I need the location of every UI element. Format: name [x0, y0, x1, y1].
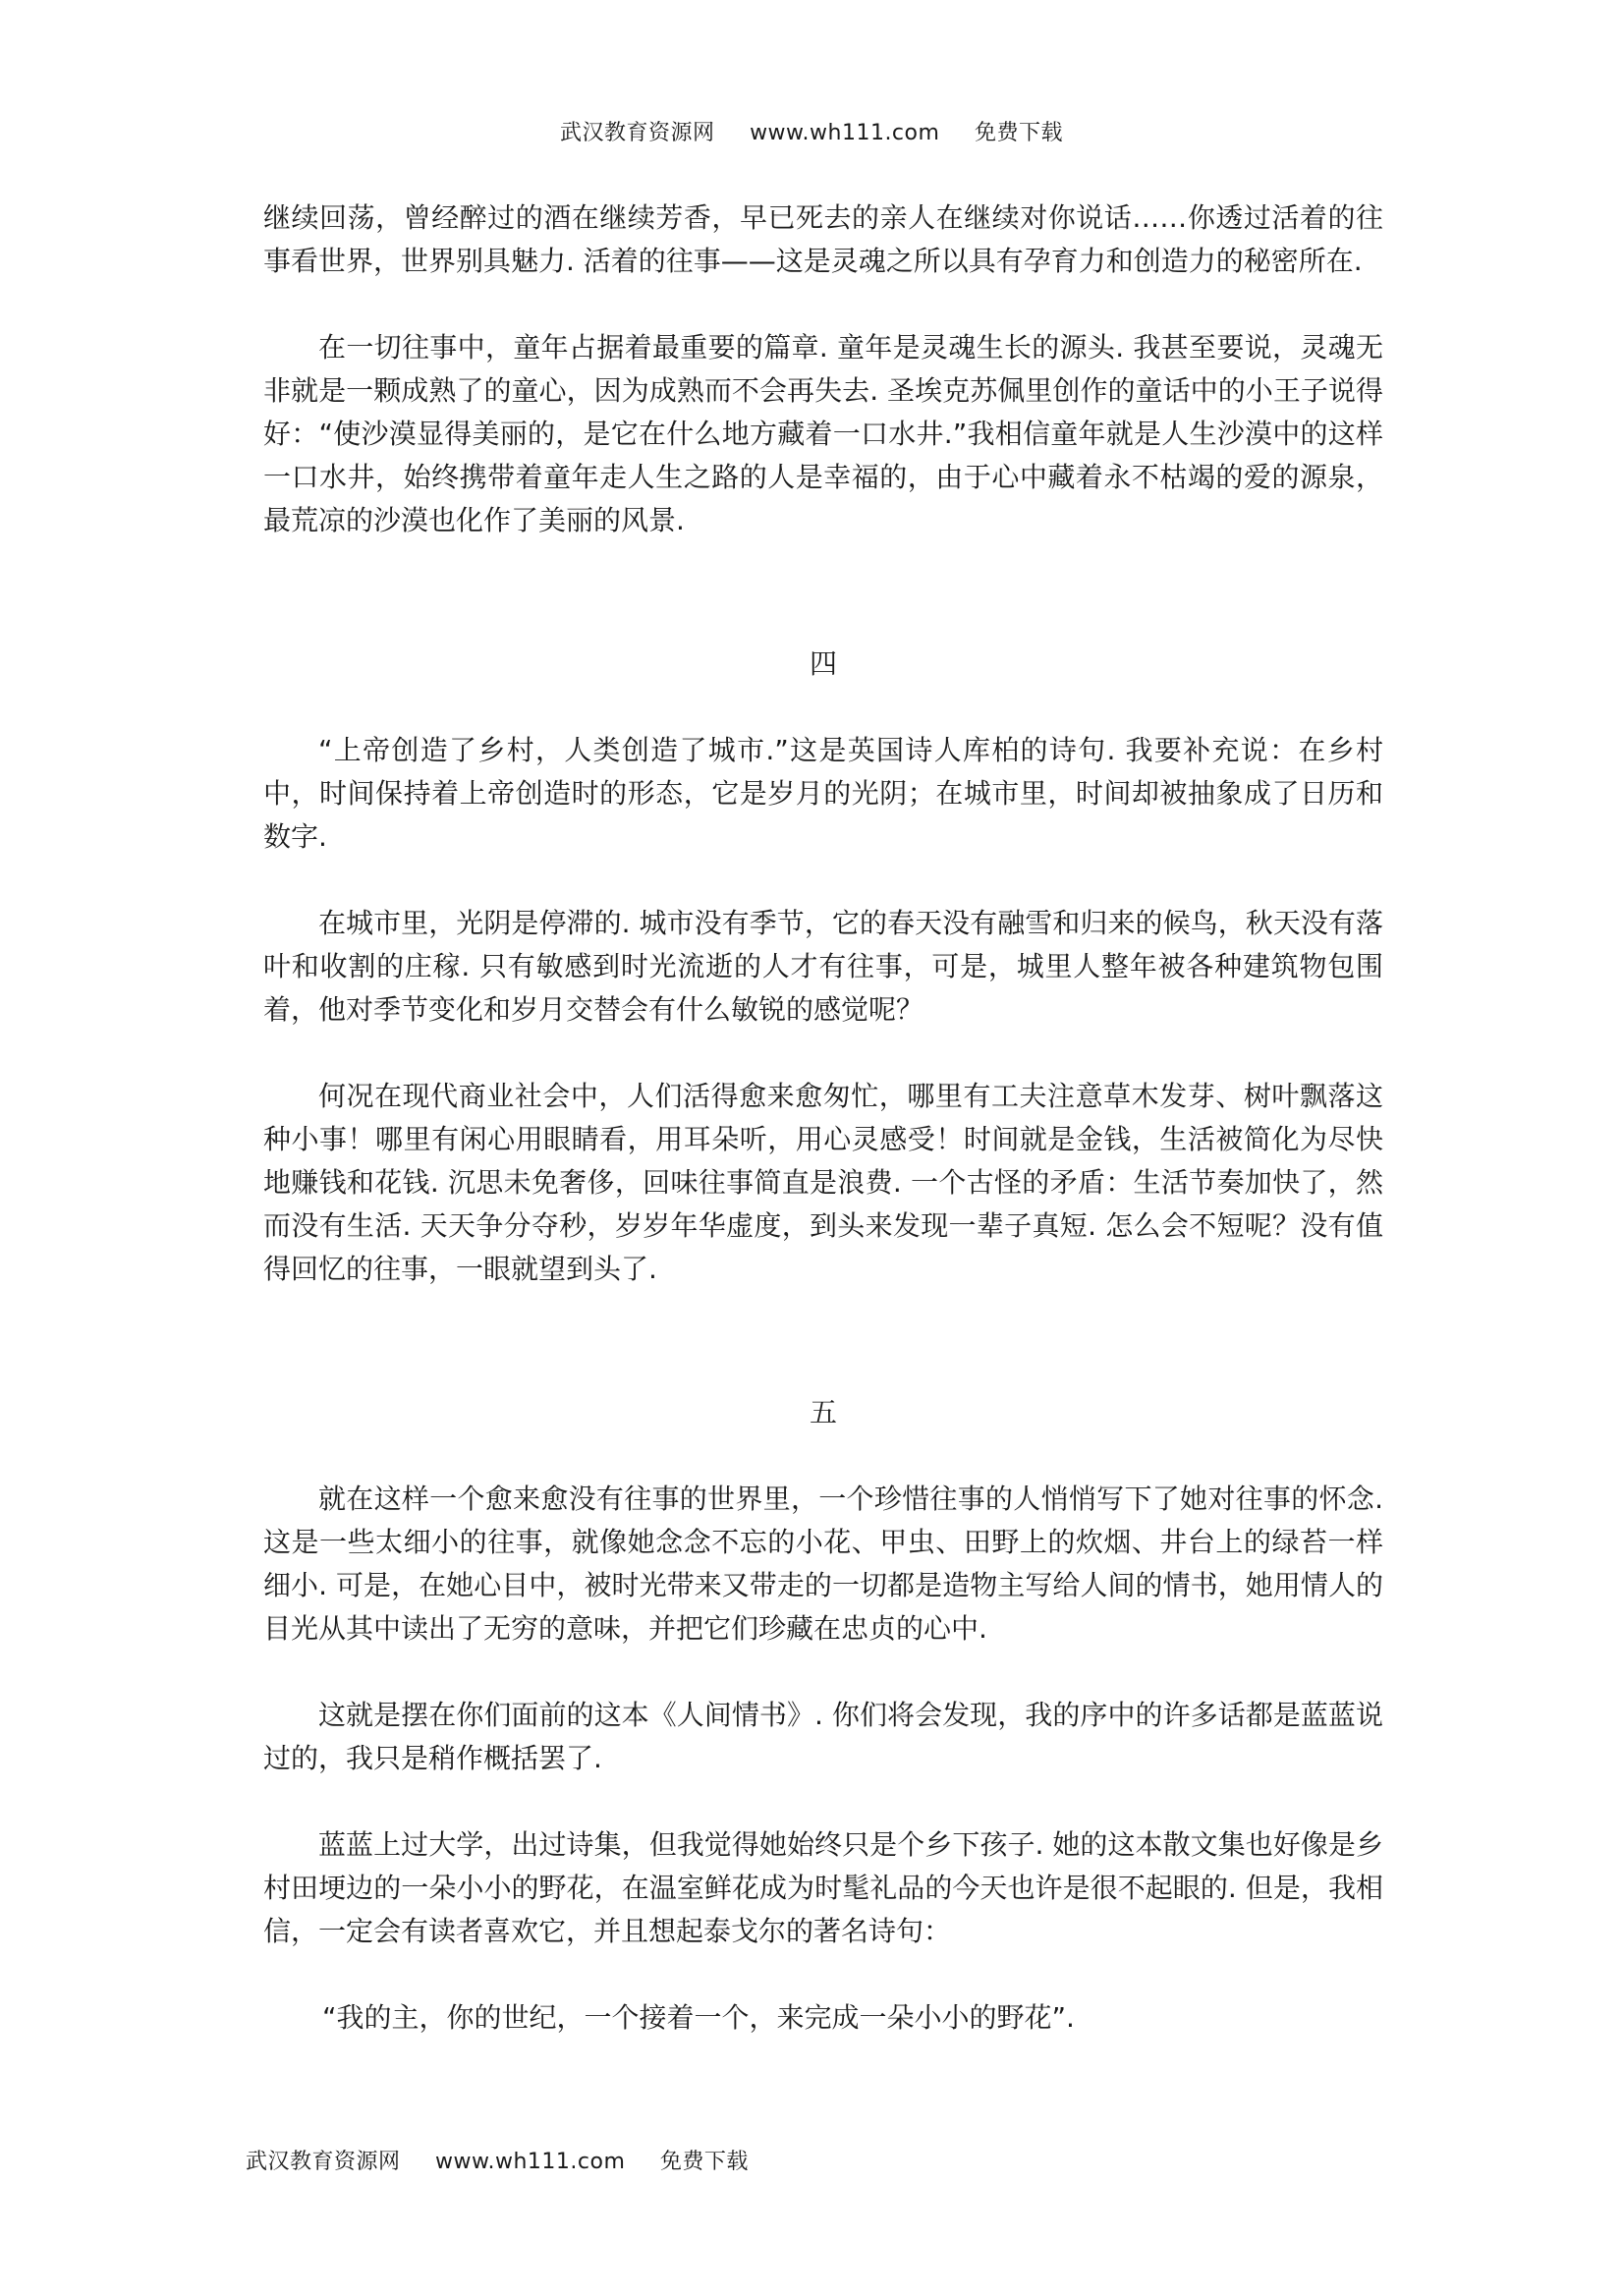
footer-note: 免费下载	[659, 2150, 749, 2174]
section-heading-five: 五	[809, 1396, 837, 1428]
section4-paragraph: 在城市里，光阴是停滞的. 城市没有季节，它的春天没有融雪和归来的候鸟，秋天没有落叶和收割的庄稼. 只有敏感到时光流逝的人才有往事，可是，城里人整年被各种建筑物包围着，他对季节变化和岁月交替会有什么敏锐的感觉呢？	[263, 907, 1383, 1026]
footer-url: www.wh111.com	[435, 2150, 626, 2174]
paragraph-childhood: 在一切往事中，童年占据着最重要的篇章. 童年是灵魂生长的源头. 我甚至要说，灵魂无非就是一颗成熟了的童心，因为成熟而不会再失去. 圣埃克苏佩里创作的童话中的小王子说得好：“使沙漠显得美丽的，是它在什么地方藏着一口水井.”我相信童年就是人生沙漠中的这样一口水井，始终携带着童年走人生之路的人是幸福的，由于心中藏着永不枯竭的爱的源泉，最荒凉的沙漠也化作了美丽的风景.	[263, 331, 1383, 536]
document-body	[263, 196, 1383, 2040]
tagore-quote: “我的主，你的世纪，一个接着一个，来完成一朵小小的野花”.	[322, 2001, 1075, 2034]
page-header	[0, 116, 1623, 146]
section4-paragraph: “上帝创造了乡村，人类创造了城市.”这是英国诗人库柏的诗句. 我要补充说：在乡村中，时间保持着上帝创造时的形态，它是岁月的光阴；在城市里，时间却被抽象成了日历和数字.	[263, 734, 1383, 853]
header-note: 免费下载	[974, 121, 1063, 145]
header-url: www.wh111.com	[750, 121, 940, 145]
paragraph-continuation: 继续回荡，曾经醉过的酒在继续芳香，早已死去的亲人在继续对你说话……你透过活着的往事看世界，世界别具魅力. 活着的往事——这是灵魂之所以具有孕育力和创造力的秘密所在.	[263, 201, 1383, 277]
section-heading-four: 四	[809, 647, 837, 680]
section5-paragraph: 这就是摆在你们面前的这本《人间情书》. 你们将会发现，我的序中的许多话都是蓝蓝说过的，我只是稍作概括罢了.	[263, 1699, 1383, 1774]
page-footer	[246, 2145, 762, 2175]
header-site-name: 武汉教育资源网	[560, 121, 715, 145]
section4-paragraph: 何况在现代商业社会中，人们活得愈来愈匆忙，哪里有工夫注意草木发芽、树叶飘落这种小事！哪里有闲心用眼睛看，用耳朵听，用心灵感受！时间就是金钱，生活被简化为尽快地赚钱和花钱. 沉思未免奢侈，回味往事简直是浪费. 一个古怪的矛盾：生活节奏加快了，然而没有生活. 天天争分夺秒，岁岁年华虚度，到头来发现一辈子真短. 怎么会不短呢？没有值得回忆的往事，一眼就望到头了.	[263, 1080, 1383, 1285]
section5-paragraph: 蓝蓝上过大学，出过诗集，但我觉得她始终只是个乡下孩子. 她的这本散文集也好像是乡村田埂边的一朵小小的野花，在温室鲜花成为时髦礼品的今天也许是很不起眼的. 但是，我相信，一定会有读者喜欢它，并且想起泰戈尔的著名诗句：	[263, 1828, 1383, 1947]
section5-paragraph: 就在这样一个愈来愈没有往事的世界里，一个珍惜往事的人悄悄写下了她对往事的怀念. 这是一些太细小的往事，就像她念念不忘的小花、甲虫、田野上的炊烟、井台上的绿苔一样细小. 可是，在她心目中，被时光带来又带走的一切都是造物主写给人间的情书，她用情人的目光从其中读出了无穷的意味，并把它们珍藏在忠贞的心中.	[263, 1483, 1383, 1645]
footer-site-name: 武汉教育资源网	[246, 2150, 401, 2174]
